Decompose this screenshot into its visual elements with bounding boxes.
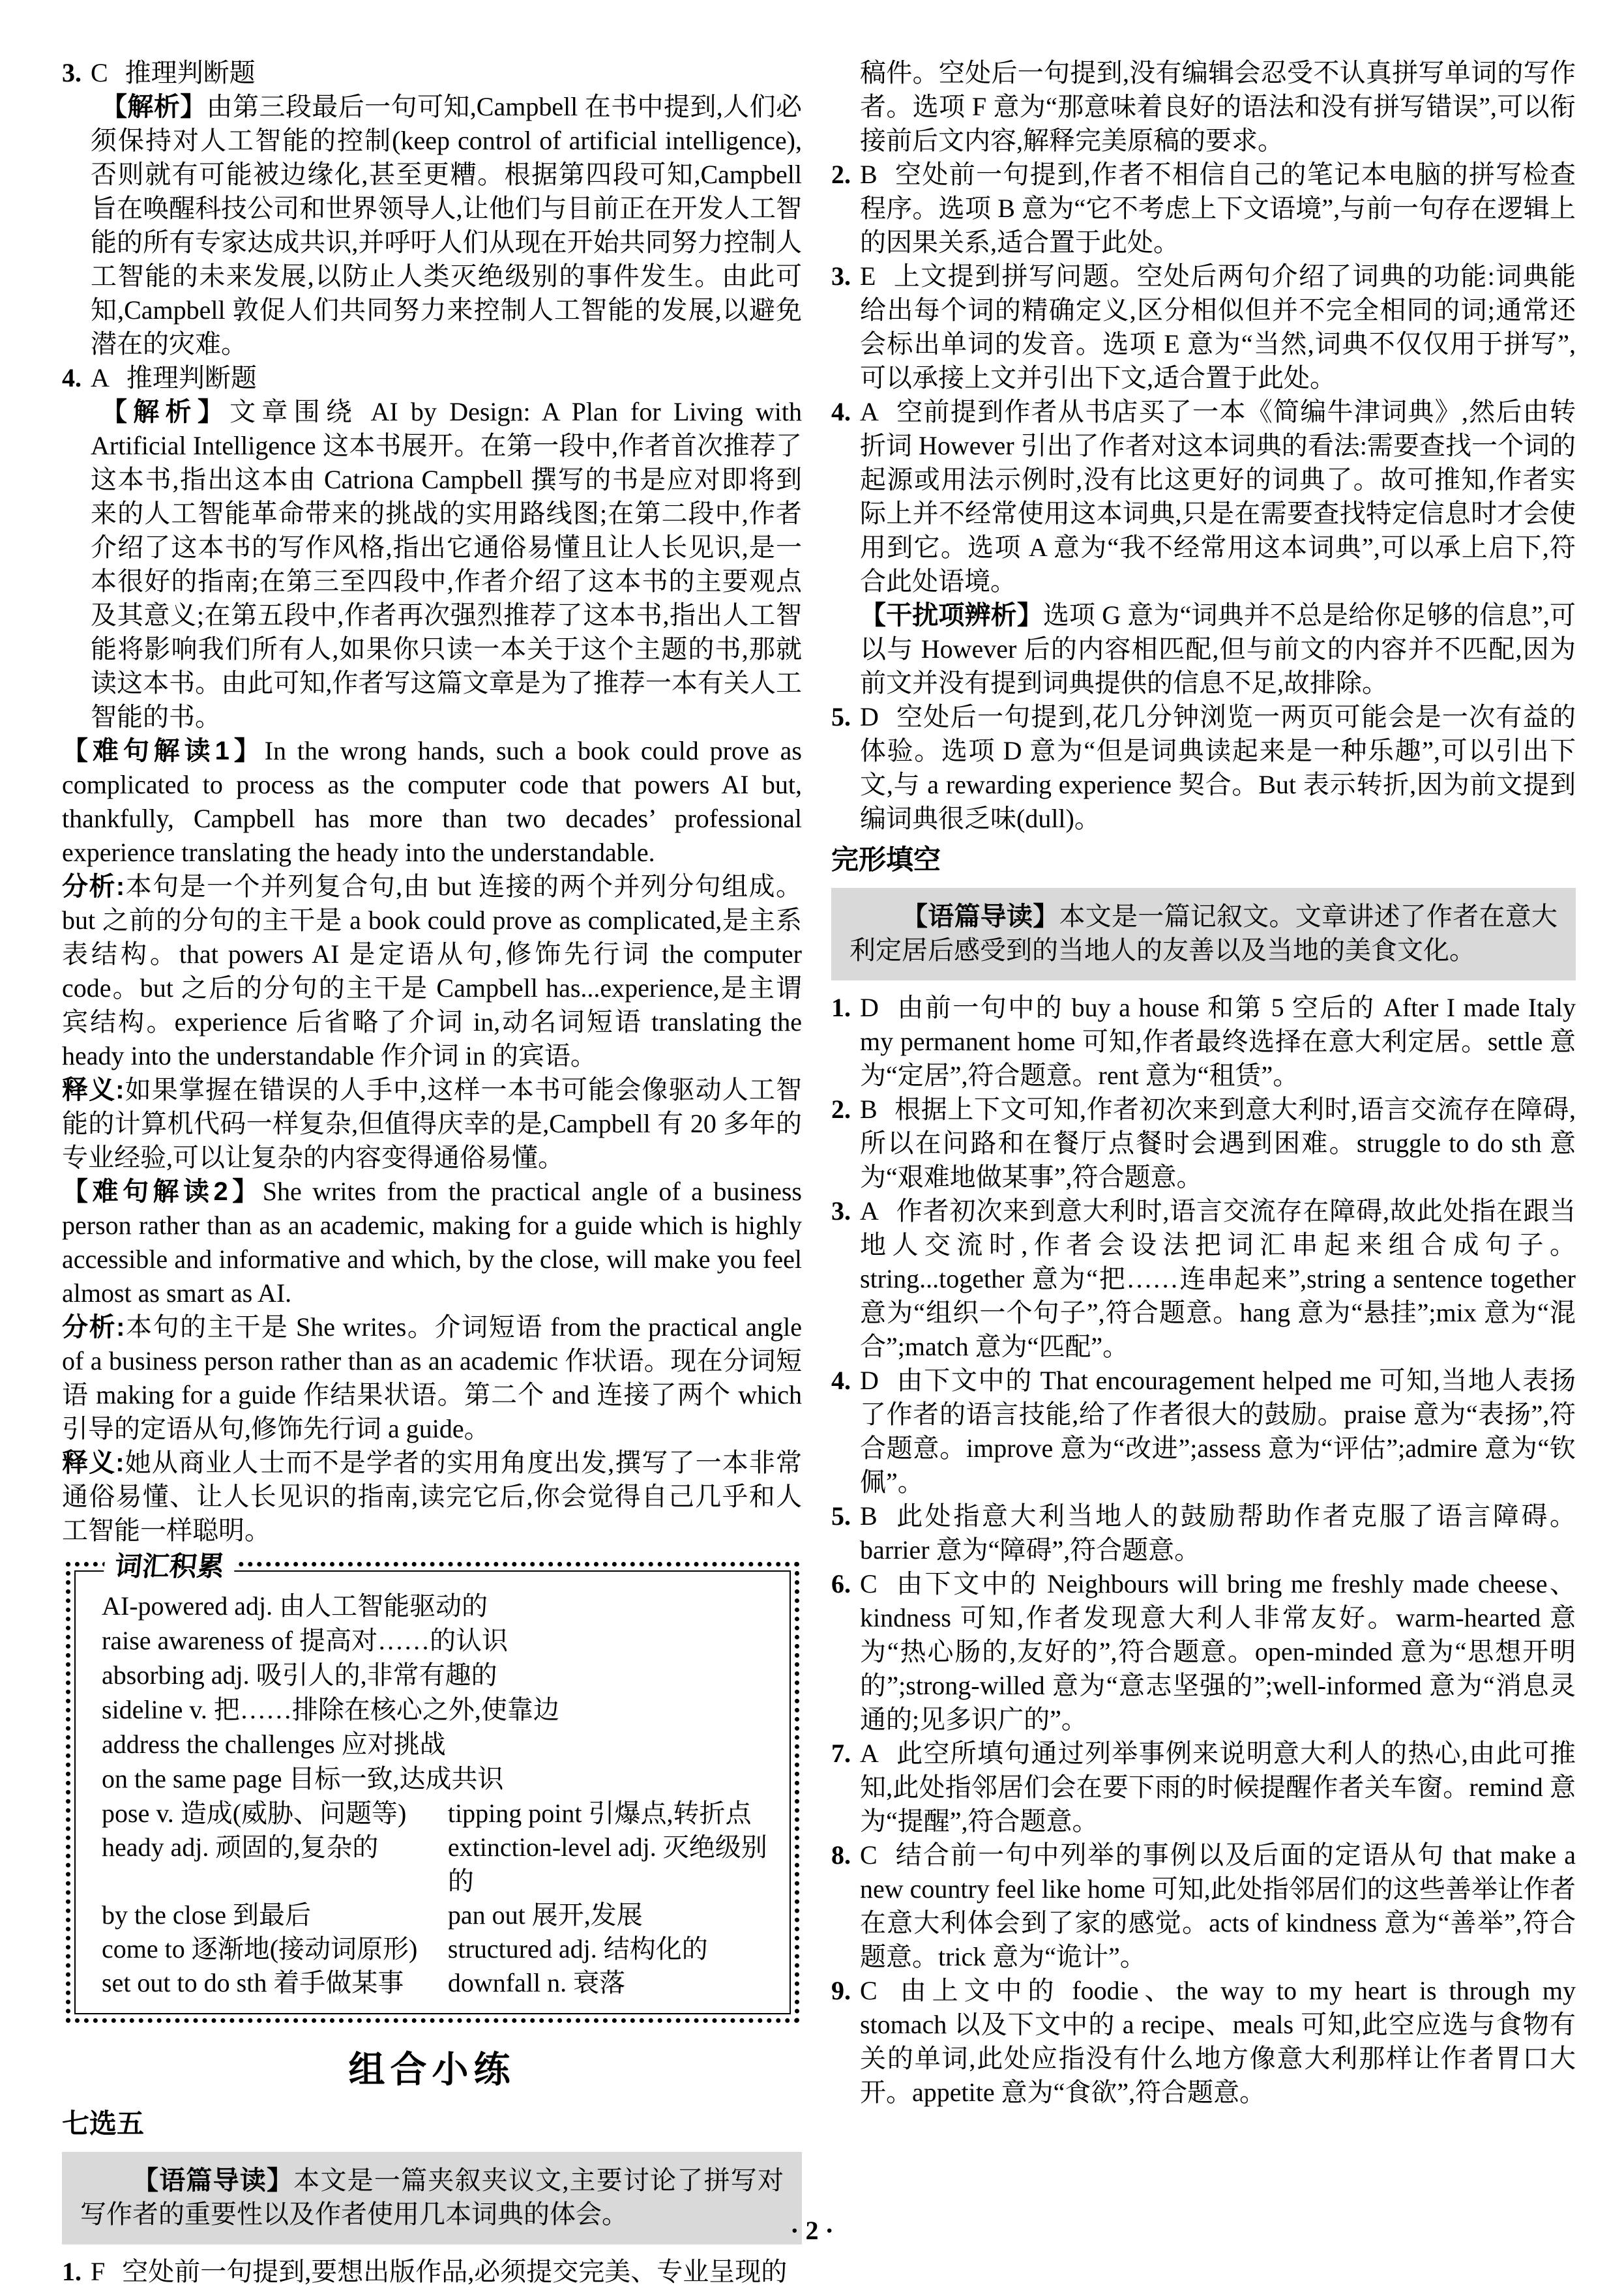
guide-text: 本文是一篇记叙文。文章讲述了作者在意大利定居后感受到的当地人的友善以及当地的美食文化。 xyxy=(849,902,1558,965)
section-heading: 组合小练 xyxy=(348,2049,516,2090)
item-text: 由上文中的 foodie、the way to my heart is through my stomach 以及下文中的 a recipe、meals 可知,此空应选与食物有关的单词,此处应指没有什么地方像意大利那样让作者胃口大开。appetite 意为“食欲”,符合题意。 xyxy=(860,1976,1576,2107)
item-text: 空处前一句提到,要想出版作品,必须提交完美、专业呈现的 xyxy=(122,2257,788,2286)
item-number: 2. xyxy=(831,160,851,189)
vocab-row xyxy=(102,1797,767,1831)
subsection-heading-seven-choose-five: 七选五 xyxy=(62,2108,145,2139)
sentence-analysis-text: 本句的主干是 She writes。介词短语 from the practical angle of a business person rather than as an academic 作状语。现在分词短语 making for a guide 作结果状语。第二个 and 连接了两个 which 引导的定语从句,修饰先行词 a guide。 xyxy=(62,1312,802,1443)
sentence-analysis-label: 分析: xyxy=(62,1313,125,1342)
item-answer: F xyxy=(91,2257,106,2286)
vocab-row: on the same page 目标一致,达成共识 xyxy=(102,1764,504,1793)
item-number: 7. xyxy=(831,1739,851,1768)
analysis-paragraph xyxy=(62,90,802,361)
item-number: 4. xyxy=(62,363,81,392)
vocab-cell: pose v. 造成(威胁、问题等) xyxy=(102,1799,407,1828)
item-answer: C xyxy=(860,1840,878,1870)
cloze-item-1 xyxy=(831,991,1576,1093)
item-text: 作者初次来到意大利时,语言交流存在障碍,故此处指在跟当地人交流时,作者会设法把词汇串起来组合成句子。string...together 意为“把……连串起来”,string a sentence together 意为“组织一个句子”,符合题意。hang 意为“悬挂”;mix 意为“混合”;match 意为“匹配”。 xyxy=(860,1196,1576,1361)
vocab-cell: extinction-level adj. 灭绝级别的 xyxy=(447,1832,767,1896)
item-number: 9. xyxy=(831,1976,851,2005)
item-text: 此空所填句通过列举事例来说明意大利人的热心,由此可推知,此处指邻居们会在要下雨的时候提醒作者关车窗。remind 意为“提醒”,符合题意。 xyxy=(860,1739,1576,1836)
translation-label: 释义: xyxy=(62,1076,125,1104)
vocab-row: absorbing adj. 吸引人的,非常有趣的 xyxy=(102,1660,497,1690)
translation-2 xyxy=(62,1446,802,1548)
item-number: 5. xyxy=(831,1501,851,1531)
vocab-cell: tipping point 引爆点,转折点 xyxy=(447,1799,752,1828)
vocab-cell: heady adj. 顽固的,复杂的 xyxy=(102,1832,379,1862)
cloze-item-6 xyxy=(831,1567,1576,1737)
item-answer: A xyxy=(860,1739,879,1768)
cloze-item-7 xyxy=(831,1737,1576,1838)
item-answer: B xyxy=(860,160,878,189)
item-number: 5. xyxy=(831,702,851,731)
item-text: 此处指意大利当地人的鼓励帮助作者克服了语言障碍。barrier 意为“障碍”,符合题意。 xyxy=(860,1501,1576,1565)
difficult-sentence-text: In the wrong hands, such a book could prove as complicated to process as the computer code that powers AI but, thankfully, Campbell has more than two decades’ professional experience translating the heady into the understandable. xyxy=(62,736,802,867)
item-number: 3. xyxy=(831,261,851,291)
vocab-box-title: 词汇积累 xyxy=(102,1547,237,1586)
item-number: 4. xyxy=(831,397,851,426)
analysis-label: 【解析】 xyxy=(101,93,207,121)
question-item-1f xyxy=(62,2255,802,2289)
sentence-analysis-1 xyxy=(62,870,802,1073)
item-answer: D xyxy=(860,702,879,731)
item-text: 由下文中的 That encouragement helped me 可知,当地人表扬了作者的语言技能,给了作者很大的鼓励。praise 意为“表扬”,符合题意。improve 意为“改进”;assess 意为“评估”;admire 意为“钦佩”。 xyxy=(860,1366,1576,1497)
difficult-sentence-1 xyxy=(62,734,802,870)
vocab-row xyxy=(102,1831,767,1898)
question-item-5 xyxy=(831,700,1576,836)
sentence-analysis-text: 本句是一个并列复合句,由 but 连接的两个并列分句组成。but 之前的分句的主干是 a book could prove as complicated,是主系表结构。that powers AI 是定语从句,修饰先行词 the computer code。but 之后的分句的主干是 Campbell has...experience,是主谓宾结构。experience 后省略了介词 in,动名词短语 translating the heady into the understandable 作介词 in 的宾语。 xyxy=(62,872,802,1070)
continuation-paragraph: 稿件。空处后一句提到,没有编辑会忍受不认真拼写单词的写作者。选项 F 意为“那意味着良好的语法和没有拼写错误”,可以衔接前后文内容,解释完美原稿的要求。 xyxy=(860,58,1576,155)
item-answer: D xyxy=(860,993,879,1022)
item-number: 2. xyxy=(831,1095,851,1124)
item-answer: C xyxy=(860,1569,878,1598)
distractor-analysis-text: 选项 G 意为“词典并不总是给你足够的信息”,可以与 However 后的内容相匹配,但与前文的内容并不匹配,因为前文并没有提到词典提供的信息不足,故排除。 xyxy=(860,600,1576,698)
analysis-label: 【解析】 xyxy=(101,398,230,426)
cloze-item-8 xyxy=(831,1838,1576,1974)
question-item-4 xyxy=(62,361,802,395)
vocab-cell: by the close 到最后 xyxy=(102,1900,312,1930)
vocab-row: address the challenges 应对挑战 xyxy=(102,1729,446,1759)
translation-text: 如果掌握在错误的人手中,这样一本书可能会像驱动人工智能的计算机代码一样复杂,但值得庆幸的是,Campbell 有 20 多年的专业经验,可以让复杂的内容变得通俗易懂。 xyxy=(62,1075,803,1172)
item-number: 4. xyxy=(831,1366,851,1395)
difficult-sentence-label: 【难句解读2】 xyxy=(62,1177,263,1206)
vocab-row xyxy=(102,1898,767,1932)
vocab-box xyxy=(66,1551,799,2023)
item-text: 空处前一句提到,作者不相信自己的笔记本电脑的拼写检查程序。选项 B 意为“它不考虑上下文语境”,与前一句存在逻辑上的因果关系,适合置于此处。 xyxy=(860,160,1576,257)
vocab-row: raise awareness of 提高对……的认识 xyxy=(102,1626,509,1655)
item-number: 6. xyxy=(831,1569,851,1598)
item-text: 空前提到作者从书店买了一本《简编牛津词典》,然后由转折词 However 引出了作者对这本词典的看法:需要查找一个词的起源或用法示例时,没有比这更好的词典了。故可推知,作者实际上并不经常使用这本词典,只是在需要查找特定信息时才会使用到它。选项 A 意为“我不经常用这本词典”,可以承上启下,符合此处语境。 xyxy=(860,397,1576,596)
question-item-2 xyxy=(831,158,1576,259)
vocab-row: sideline v. 把……排除在核心之外,使靠边 xyxy=(102,1695,559,1724)
analysis-text: 文章围绕 AI by Design: A Plan for Living with Artificial Intelligence 这本书展开。在第一段中,作者首次推荐了这本书,指出这本由 Catriona Campbell 撰写的书是应对即将到来的人工智能革命带来的挑战的实用路线图;在第二段中,作者介绍了这本书的写作风格,指出它通俗易懂且让人长见识,是一本很好的指南;在第三至四段中,作者介绍了这本书的主要观点及其意义;在第五段中,作者再次强烈推荐了这本书,指出人工智能将影响我们所有人,如果你只读一本关于这个主题的书,那就读这本书。由此可知,作者写这篇文章是为了推荐一本有关人工智能的书。 xyxy=(91,397,803,731)
item-text: 结合前一句中列举的事例以及后面的定语从句 that make a new country feel like home 可知,此处指邻居们的这些善举让作者在意大利体会到了家的感觉。acts of kindness 意为“善举”,符合题意。trick 意为“诡计”。 xyxy=(860,1840,1576,1971)
vocab-cell: structured adj. 结构化的 xyxy=(447,1934,708,1963)
distractor-analysis-paragraph xyxy=(831,598,1576,700)
question-type-label: 推理判断题 xyxy=(126,363,257,392)
vocab-cell: set out to do sth 着手做某事 xyxy=(102,1968,404,1997)
vocab-box-inner xyxy=(74,1570,791,2014)
item-text: 上文提到拼写问题。空处后两句介绍了词典的功能:词典能给出每个词的精确定义,区分相似但并不完全相同的词;通常还会标出单词的发音。选项 E 意为“当然,词典不仅仅用于拼写”,可以承接上文并引出下文,适合置于此处。 xyxy=(860,261,1576,392)
item-answer: A xyxy=(91,363,110,392)
item-number: 8. xyxy=(831,1840,851,1870)
item-text: 根据上下文可知,作者初次来到意大利时,语言交流存在障碍,所以在问路和在餐厅点餐时会遇到困难。struggle to do sth 意为“艰难地做某事”,符合题意。 xyxy=(860,1095,1576,1192)
guide-label: 【语篇导读】 xyxy=(132,2166,294,2195)
vocab-row xyxy=(102,1932,767,1966)
analysis-text: 由第三段最后一句可知,Campbell 在书中提到,人们必须保持对人工智能的控制(keep control of artificial intelligence),否则就有可能被边缘化,甚至更糟。根据第四段可知,Campbell 旨在唤醒科技公司和世界领导人,让他们与目前正在开发人工智能的所有专家达成共识,并呼吁人们从现在开始共同努力控制人工智能的未来发展,以防止人类灭绝级别的事件发生。由此可知,Campbell 敦促人们共同努力来控制人工智能的发展,以避免潜在的灾难。 xyxy=(91,92,803,359)
vocab-cell: pan out 展开,发展 xyxy=(447,1900,643,1930)
question-item-3 xyxy=(62,56,802,90)
cloze-item-5 xyxy=(831,1499,1576,1567)
item-number: 3. xyxy=(831,1196,851,1226)
item-text: 空处后一句提到,花几分钟浏览一两页可能会是一次有益的体验。选项 D 意为“但是词典读起来是一种乐趣”,可以引出下文,与 a rewarding experience 契合。But 表示转折,因为前文提到编词典很乏味(dull)。 xyxy=(860,702,1576,833)
passage-guide-box xyxy=(831,888,1576,980)
cloze-item-4 xyxy=(831,1364,1576,1499)
cloze-item-2 xyxy=(831,1093,1576,1194)
left-column xyxy=(62,56,802,2289)
item-answer: D xyxy=(860,1366,879,1395)
item-answer: A xyxy=(860,397,879,426)
difficult-sentence-2 xyxy=(62,1175,802,1310)
item-number: 3. xyxy=(62,58,81,87)
item-number: 1. xyxy=(62,2257,81,2286)
difficult-sentence-text: She writes from the practical angle of a business person rather than as an academic, making for a guide which is highly accessible and informative and which, by the close, will make you feel almost as smart as AI. xyxy=(62,1177,802,1308)
item-answer: B xyxy=(860,1501,878,1531)
translation-label: 释义: xyxy=(62,1448,125,1477)
vocab-row xyxy=(102,1966,767,2000)
item-answer: C xyxy=(860,1976,878,2005)
vocab-cell: downfall n. 衰落 xyxy=(447,1968,626,1997)
item-number: 1. xyxy=(831,993,851,1022)
subsection-heading-cloze: 完形填空 xyxy=(831,844,941,875)
vocab-row: AI-powered adj. 由人工智能驱动的 xyxy=(102,1591,488,1621)
difficult-sentence-label: 【难句解读1】 xyxy=(62,737,265,765)
cloze-item-3 xyxy=(831,1194,1576,1364)
page-number: · 2 · xyxy=(790,2216,834,2245)
question-item-3 xyxy=(831,259,1576,395)
distractor-analysis-label: 【干扰项辨析】 xyxy=(860,601,1043,630)
item-answer: B xyxy=(860,1095,878,1124)
question-type-label: 推理判断题 xyxy=(125,58,256,87)
translation-text: 她从商业人士而不是学者的实用角度出发,撰写了一本非常通俗易懂、让人长见识的指南,读完它后,你会觉得自己几乎和人工智能一样聪明。 xyxy=(62,1448,803,1545)
right-column xyxy=(831,56,1576,2110)
cloze-item-9 xyxy=(831,1974,1576,2110)
analysis-paragraph xyxy=(62,395,802,734)
translation-1 xyxy=(62,1073,802,1175)
sentence-analysis-label: 分析: xyxy=(62,872,125,901)
question-item-4 xyxy=(831,395,1576,598)
item-text: 由下文中的 Neighbours will bring me freshly made cheese、kindness 可知,作者发现意大利人非常友好。warm-hearted 意为“热心肠的,友好的”,符合题意。open-minded 意为“思想开明的”;strong-willed 意为“意志坚强的”;well-informed 意为“消息灵通的;见多识广的”。 xyxy=(860,1569,1576,1734)
item-answer: E xyxy=(860,261,876,291)
item-answer: A xyxy=(860,1196,879,1226)
vocab-cell: come to 逐渐地(接动词原形) xyxy=(102,1934,418,1963)
item-text: 由前一句中的 buy a house 和第 5 空后的 After I made Italy my permanent home 可知,作者最终选择在意大利定居。settle 意为“定居”,符合题意。rent 意为“租赁”。 xyxy=(860,993,1576,1090)
item-answer: C xyxy=(91,58,108,87)
guide-label: 【语篇导读】 xyxy=(902,902,1059,931)
guide-text: 本文是一篇夹叙夹议文,主要讨论了拼写对写作者的重要性以及作者使用几本词典的体会。 xyxy=(80,2166,784,2229)
sentence-analysis-2 xyxy=(62,1310,802,1446)
